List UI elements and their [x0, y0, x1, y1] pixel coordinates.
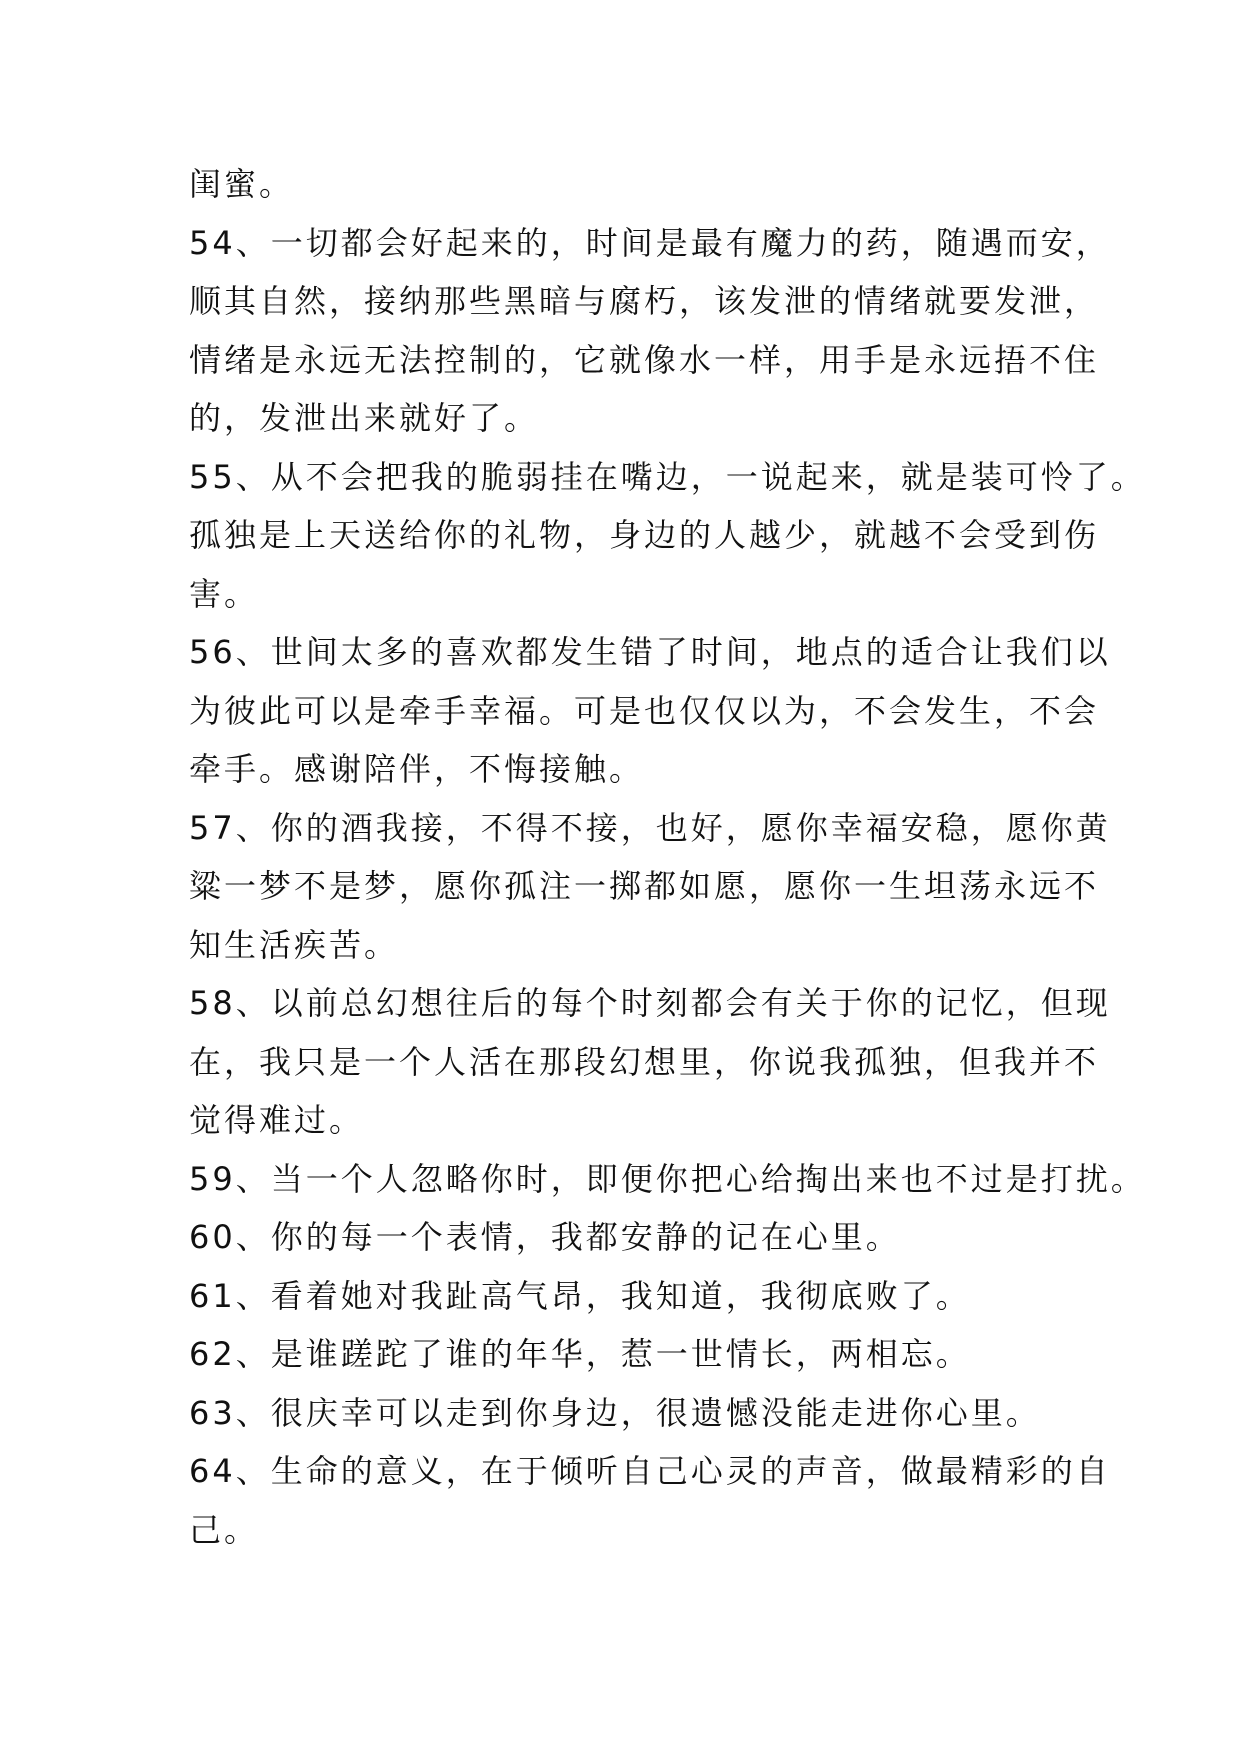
text-line: 62、是谁蹉跎了谁的年华，惹一世情长，两相忘。 — [189, 1335, 971, 1373]
text-line: 顺其自然，接纳那些黑暗与腐朽，该发泄的情绪就要发泄， — [189, 282, 1100, 320]
text-line: 56、世间太多的喜欢都发生错了时间，地点的适合让我们以 — [189, 633, 1111, 671]
text-line: 60、你的每一个表情，我都安静的记在心里。 — [189, 1218, 901, 1256]
text-line: 觉得难过。 — [189, 1101, 365, 1139]
text-line: 59、当一个人忽略你时，即便你把心给掏出来也不过是打扰。 — [189, 1159, 1146, 1198]
text-line: 害。 — [189, 574, 260, 613]
text-line: 54、一切都会好起来的，时间是最有魔力的药，随遇而安， — [189, 223, 1111, 262]
text-line: 64、生命的意义，在于倾听自己心灵的声音，做最精彩的自 — [189, 1452, 1111, 1490]
document-body — [189, 155, 1146, 1559]
text-line: 知生活疾苦。 — [189, 925, 400, 964]
text-line: 58、以前总幻想往后的每个时刻都会有关于你的记忆，但现 — [189, 984, 1111, 1022]
text-line: 孤独是上天送给你的礼物，身边的人越少，就越不会受到伤 — [189, 516, 1100, 554]
text-line: 粱一梦不是梦，愿你孤注一掷都如愿，愿你一生坦荡永远不 — [189, 867, 1100, 905]
text-line: 己。 — [189, 1510, 260, 1549]
text-line: 在，我只是一个人活在那段幻想里，你说我孤独，但我并不 — [189, 1042, 1100, 1081]
text-line: 的，发泄出来就好了。 — [189, 399, 540, 437]
text-line: 61、看着她对我趾高气昂，我知道，我彻底败了。 — [189, 1276, 971, 1315]
text-line: 情绪是永远无法控制的，它就像水一样，用手是永远捂不住 — [189, 340, 1100, 379]
text-line: 57、你的酒我接，不得不接，也好，愿你幸福安稳，愿你黄 — [189, 808, 1111, 847]
text-line: 55、从不会把我的脆弱挂在嘴边，一说起来，就是装可怜了。 — [189, 457, 1146, 496]
text-line: 牵手。感谢陪伴，不悔接触。 — [189, 750, 645, 788]
text-line: 63、很庆幸可以走到你身边，很遗憾没能走进你心里。 — [189, 1393, 1041, 1432]
text-line: 为彼此可以是牵手幸福。可是也仅仅以为，不会发生，不会 — [189, 691, 1100, 730]
text-line: 闺蜜。 — [189, 165, 295, 203]
